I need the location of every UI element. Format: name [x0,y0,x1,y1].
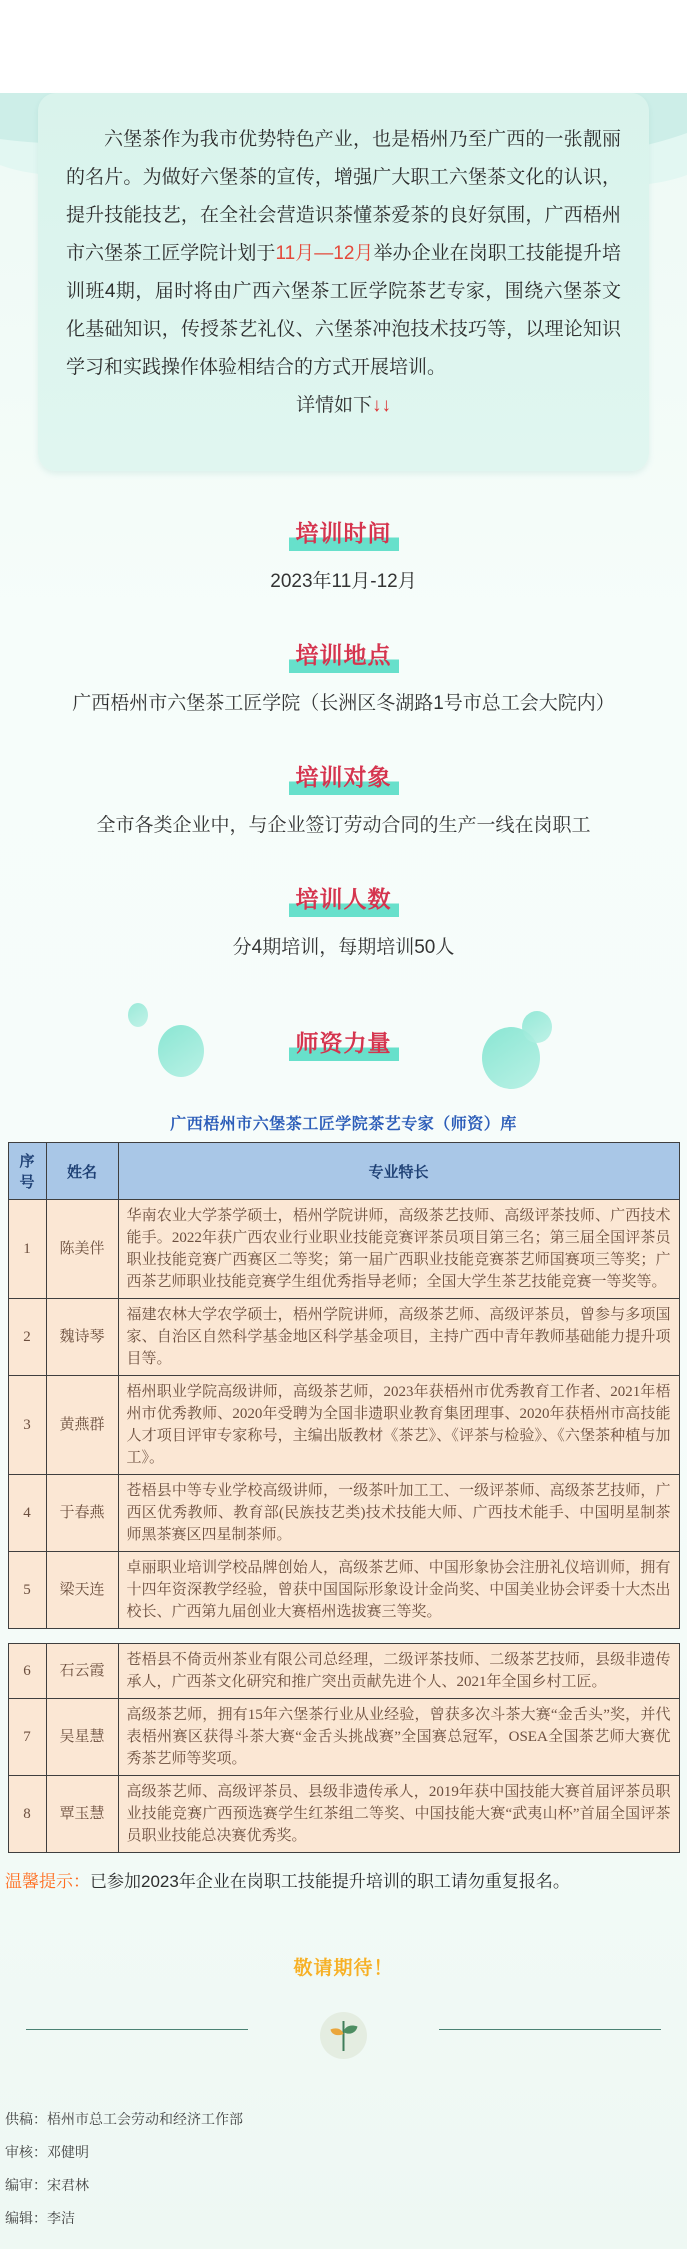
intro-card [38,93,649,471]
table-row [8,1699,679,1776]
section-body-training-quota: 分4期培训，每期培训50人 [232,937,455,958]
cell-desc: 苍梧县不倚贡州茶业有限公司总经理，二级评茶技师、二级茶艺技师，县级非遗传承人，广西茶文化研究和推广突出贡献先进个人、2021年全国乡村工匠。 [118,1644,679,1699]
down-arrows-icon: ↓↓ [372,395,391,416]
cell-desc: 高级茶艺师，拥有15年六堡茶行业从业经验，曾获多次斗茶大赛“金舌头”奖，并代表梧州赛区获得斗茶大赛“金舌头挑战赛”全国赛总冠军，OSEA全国茶艺师大赛优秀茶艺师等奖项。 [118,1699,679,1776]
faculty-table-part1 [8,1142,680,1629]
table-row [8,1776,679,1853]
faculty-table-header-row [8,1143,679,1200]
cell-desc: 华南农业大学茶学硕士，梧州学院讲师，高级茶艺技师、高级评茶技师、广西技术能手。2022年获广西农业行业职业技能竞赛评茶员项目第三名；第三届全国评茶员职业技能竞赛广西赛区二等奖；第一届广西职业技能竞赛茶艺师国赛项三等奖；广西茶艺师职业技能竞赛学生组优秀指导老师；全国大学生茶艺技能竞赛一等奖等。 [118,1200,679,1299]
cell-no: 1 [8,1200,46,1299]
credit-line-editor-chief: 编审：宋君林 [5,2177,89,2193]
cell-desc: 苍梧县中等专业学校高级讲师，一级茶叶加工工、一级评茶师、高级茶艺技师，广西区优秀教师、教育部(民族技艺类)技术技能大师、广西技术能手、中国明星制茶师黑茶赛区四星制茶师。 [118,1475,679,1552]
section-title-training-place: 培训地点 [289,637,399,673]
section-training-quota [0,881,687,959]
cell-no: 8 [8,1776,46,1853]
cell-desc: 高级茶艺师、高级评茶员、县级非遗传承人，2019年获中国技能大赛首届评茶员职业技能竞赛广西预选赛学生红茶组二等奖、中国技能大赛“武夷山杯”首届全国评茶员职业技能总决赛优秀奖。 [118,1776,679,1853]
cell-no: 5 [8,1552,46,1629]
cell-name: 魏诗琴 [46,1299,118,1376]
bubble-decoration-icon [158,1025,204,1077]
sprout-badge [320,2012,367,2059]
intro-text-before: 六堡茶作为我市优势特色产业，也是梧州乃至广西的一张靓丽的名片。为做好六堡茶的宣传，增强广大职工六堡茶文化的认识，提升技能技艺，在全社会营造识茶懂茶爱茶的良好氛围，广西梧州市六堡茶工匠学院计划于 [66,129,621,264]
footer-divider [0,2006,687,2053]
detail-line [66,387,621,425]
expect-text: 敬请期待！ [293,1958,394,1979]
cell-desc: 卓丽职业培训学校品牌创始人，高级茶艺师、中国形象协会注册礼仪培训师，拥有十四年资深教学经验，曾获中国国际形象设计金尚奖、中国美业协会评委十大杰出校长、广西第九届创业大赛梧州选拔赛三等奖。 [118,1552,679,1629]
cell-name: 覃玉慧 [46,1776,118,1853]
cell-no: 6 [8,1644,46,1699]
cell-no: 3 [8,1376,46,1475]
section-training-place [0,637,687,715]
cell-name: 黄燕群 [46,1376,118,1475]
bubble-decoration-icon [522,1011,552,1043]
cell-desc: 梧州职业学院高级讲师，高级茶艺师，2023年获梧州市优秀教育工作者、2021年梧州市优秀教师、2020年受聘为全国非遗职业教育集团理事、2020年获梧州市高技能人才项目评审专家称号，主编出版教材《茶艺》、《评茶与检验》、《六堡茶种植与加工》。 [118,1376,679,1475]
col-header-no: 序号 [8,1143,46,1200]
divider-line-right [439,2029,661,2030]
section-title-training-target: 培训对象 [289,759,399,795]
faculty-table-part2 [8,1643,680,1853]
table-row [8,1552,679,1629]
intro-paragraph [66,121,621,387]
credit-line-source: 供稿：梧州市总工会劳动和经济工作部 [5,2111,243,2127]
section-body-training-target: 全市各类企业中，与企业签订劳动合同的生产一线在岗职工 [96,815,591,836]
col-header-desc: 专业特长 [118,1143,679,1200]
table-row [8,1376,679,1475]
sprout-icon [320,2012,367,2059]
section-body-training-time: 2023年11月-12月 [270,571,417,592]
footer-credits [0,2103,687,2249]
divider-line-left [26,2029,248,2030]
cell-name: 吴星慧 [46,1699,118,1776]
intro-date-highlight: 11月—12月 [275,243,374,264]
section-title-training-time: 培训时间 [289,515,399,551]
table-row [8,1200,679,1299]
detail-label: 详情如下 [295,395,372,416]
credit-line-editor: 编辑：李洁 [5,2210,75,2226]
credit-line-reviewer: 审核：邓健明 [5,2144,89,2160]
section-title-training-quota: 培训人数 [289,881,399,917]
section-body-training-place: 广西梧州市六堡茶工匠学院（长洲区冬湖路1号市总工会大院内） [72,693,615,714]
cell-no: 7 [8,1699,46,1776]
cell-name: 梁天连 [46,1552,118,1629]
bubble-decoration-icon [128,1003,148,1027]
section-faculty [0,1025,687,1853]
table-row [8,1475,679,1552]
faculty-header [0,1025,687,1061]
cell-name: 于春燕 [46,1475,118,1552]
cell-name: 石云霞 [46,1644,118,1699]
cell-name: 陈美伴 [46,1200,118,1299]
intro-text-after: 举办企业在岗职工技能提升培训班4期，届时将由广西六堡茶工匠学院茶艺专家，围绕六堡茶文化基础知识，传授茶艺礼仪、六堡茶冲泡技术技巧等，以理论知识学习和实践操作体验相结合的方式开展培训。 [66,243,621,378]
section-training-time [0,515,687,593]
cell-no: 4 [8,1475,46,1552]
table-row [8,1644,679,1699]
notice-tip-label: 温馨提示： [5,1872,90,1891]
cell-no: 2 [8,1299,46,1376]
table-row [8,1299,679,1376]
faculty-table-title: 广西梧州市六堡茶工匠学院茶艺专家（师资）库 [170,1116,517,1133]
notice-line [0,1869,687,1895]
col-header-name: 姓名 [46,1143,118,1200]
cell-desc: 福建农林大学农学硕士，梧州学院讲师，高级茶艺师、高级评茶员，曾参与多项国家、自治区自然科学基金地区科学基金项目，主持广西中青年教师基础能力提升项目等。 [118,1299,679,1376]
section-training-target [0,759,687,837]
notice-text: 已参加2023年企业在岗职工技能提升培训的职工请勿重复报名。 [90,1872,570,1891]
section-title-faculty: 师资力量 [289,1025,399,1061]
